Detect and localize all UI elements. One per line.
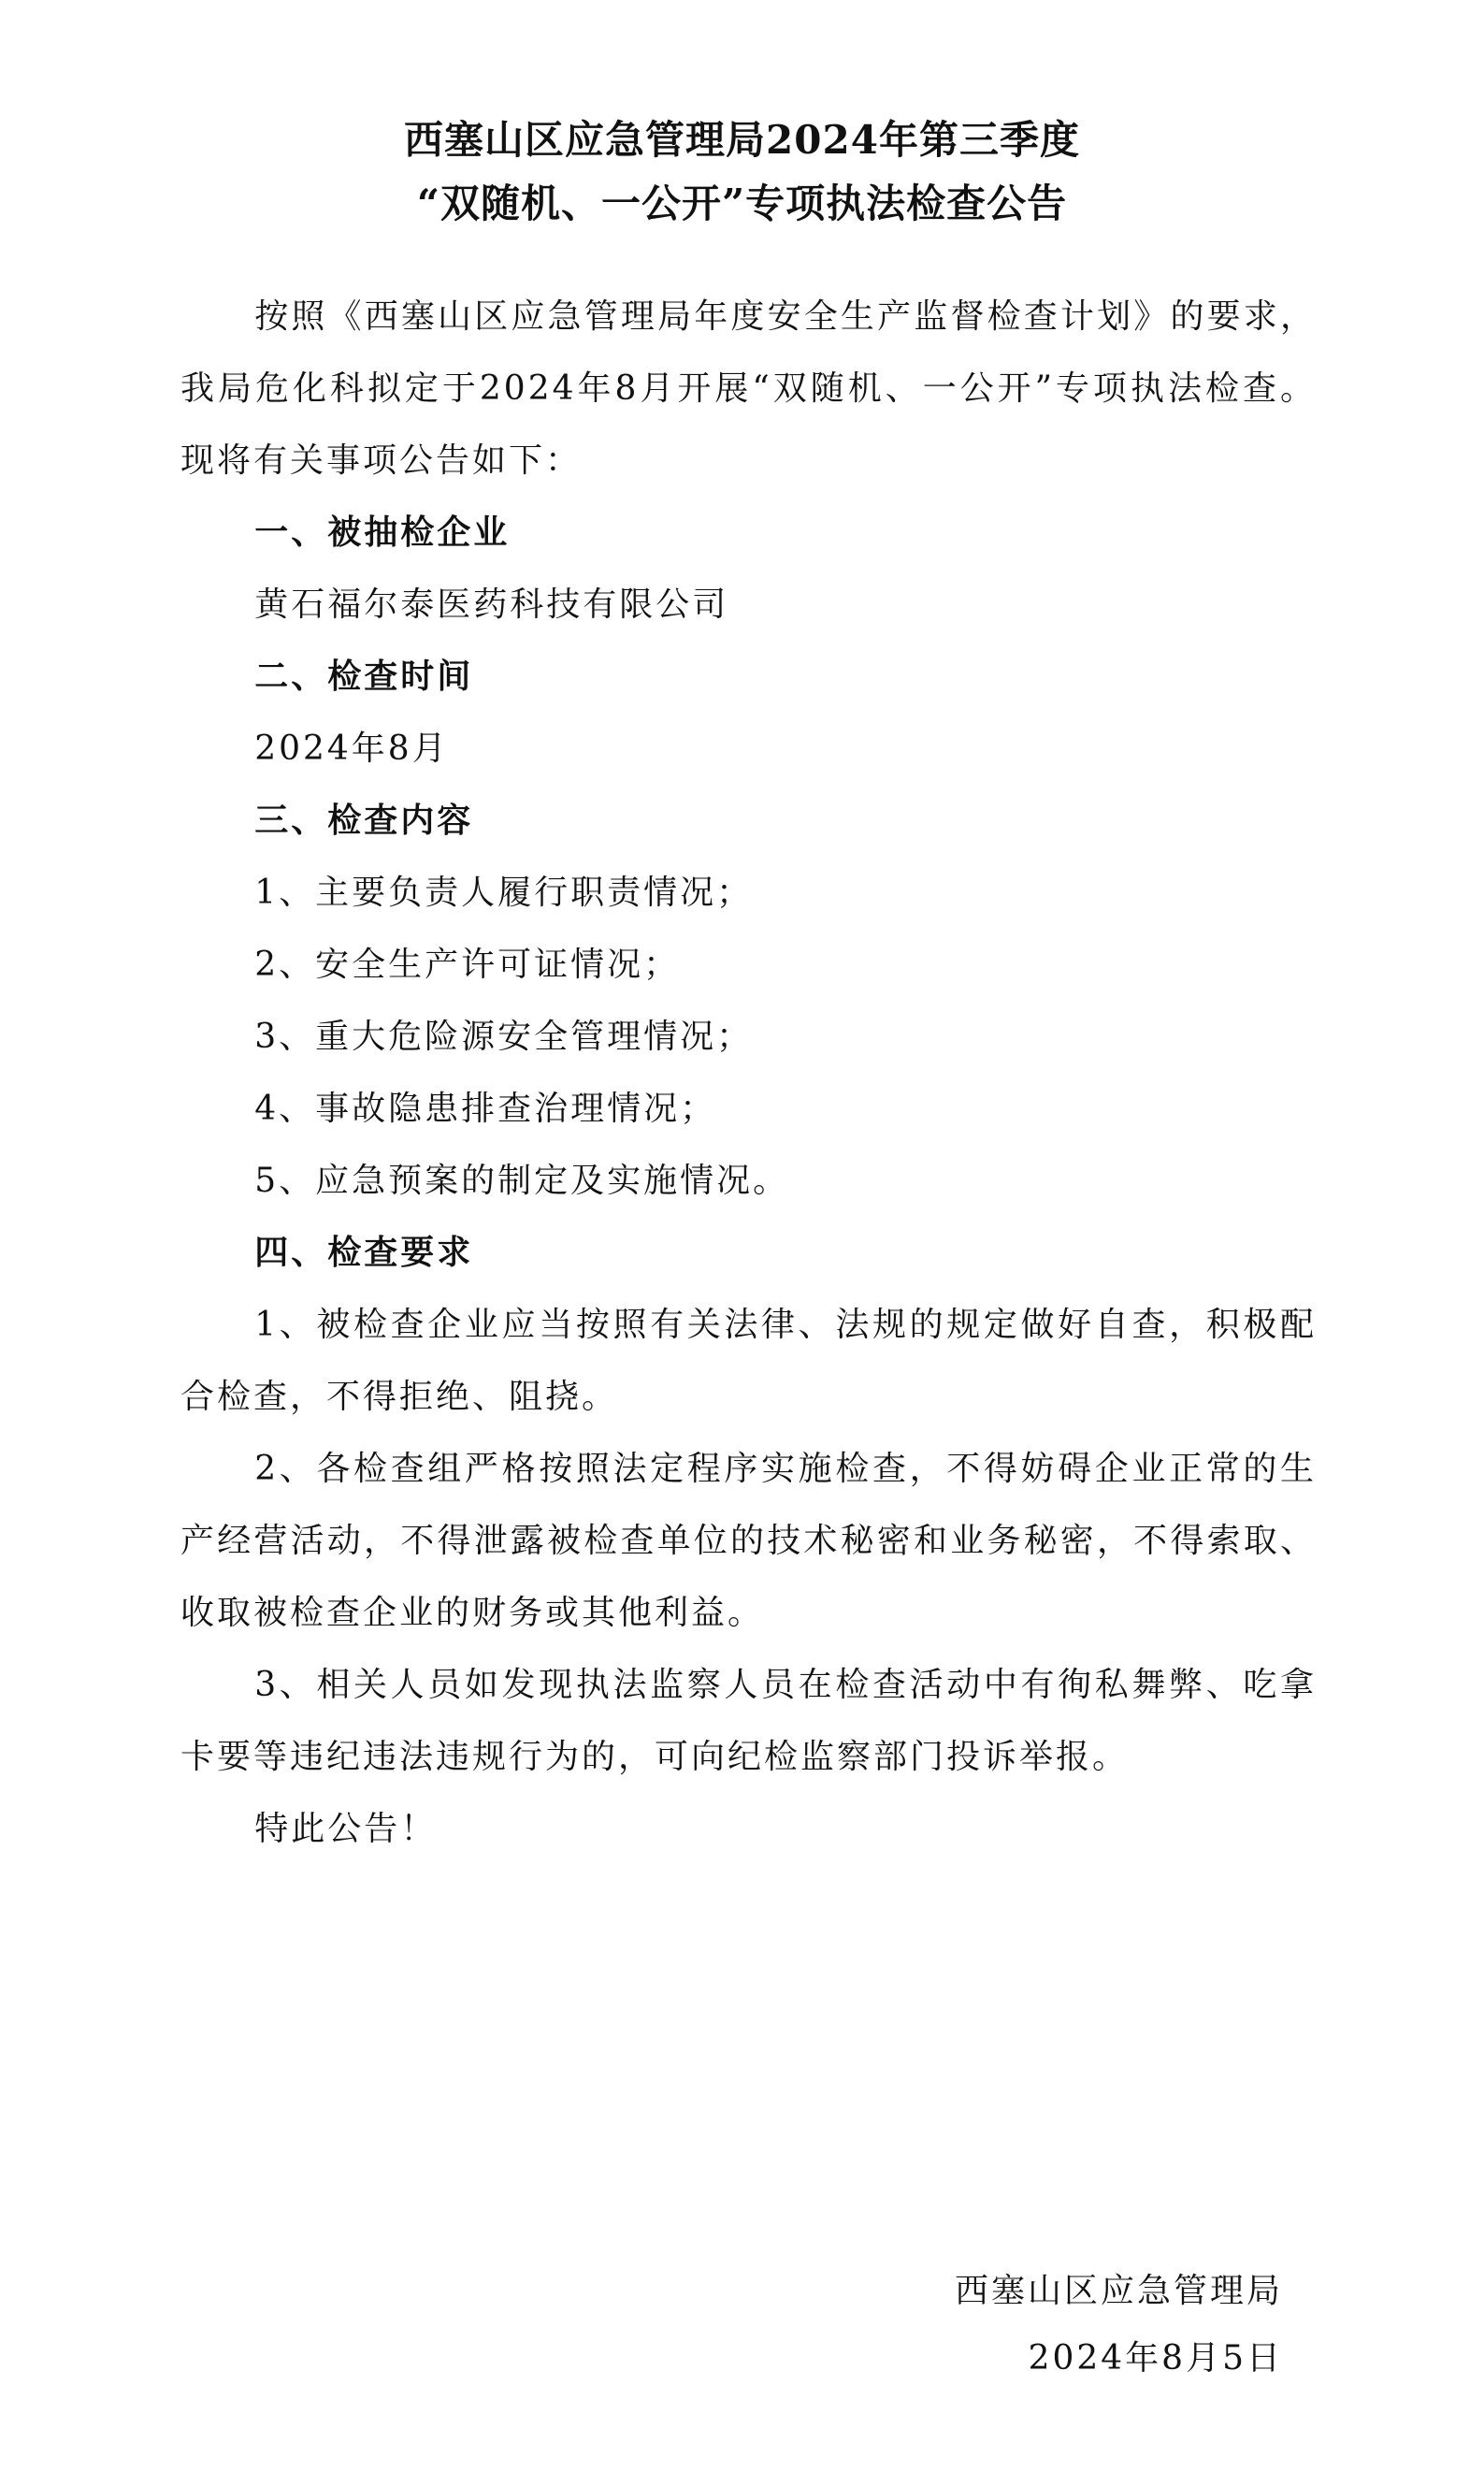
section-3-item: 1、主要负责人履行职责情况； [254,874,754,912]
section-1-heading: 一、被抽检企业 [254,513,511,552]
section-4-item: 3、相关人员如发现执法监察人员在检查活动中有徇私舞弊、吃拿卡要等违纪违法违规行为的，可向纪检监察部门投诉举报。 [180,1666,1317,1776]
section-2-heading: 二、检查时间 [254,658,474,696]
section-3-item: 3、重大危险源安全管理情况； [254,1018,754,1056]
document-title-line-1: 西塞山区应急管理局2024年第三季度 [404,117,1080,163]
section-3-heading: 三、检查内容 [254,802,474,840]
document-title-line-2: “双随机、一公开”专项执法检查公告 [416,181,1068,226]
section-4-heading: 四、检查要求 [254,1234,474,1272]
section-1-content: 黄石福尔泰医药科技有限公司 [254,585,729,624]
section-4-item: 2、各检查组严格按照法定程序实施检查，不得妨碍企业正常的生产经营活动，不得泄露被检查单位的技术秘密和业务秘密，不得索取、收取被检查企业的财务或其他利益。 [180,1450,1317,1632]
section-3-item: 4、事故隐患排查治理情况； [254,1090,717,1128]
closing-line: 特此公告！ [254,1810,438,1848]
section-3-item: 2、安全生产许可证情况； [254,946,681,984]
signature-organization: 西塞山区应急管理局 [954,2272,1283,2310]
section-2-content: 2024年8月 [254,730,449,768]
document-body [180,281,1317,1865]
signature-date: 2024年8月5日 [1028,2339,1283,2378]
intro-paragraph: 按照《西塞山区应急管理局年度安全生产监督检查计划》的要求，我局危化科拟定于2024年8月开展“双随机、一公开”专项执法检查。现将有关事项公告如下： [180,297,1317,480]
section-4-item: 1、被检查企业应当按照有关法律、法规的规定做好自查，积极配合检查，不得拒绝、阻挠。 [180,1306,1317,1416]
section-3-item: 5、应急预案的制定及实施情况。 [254,1162,790,1200]
